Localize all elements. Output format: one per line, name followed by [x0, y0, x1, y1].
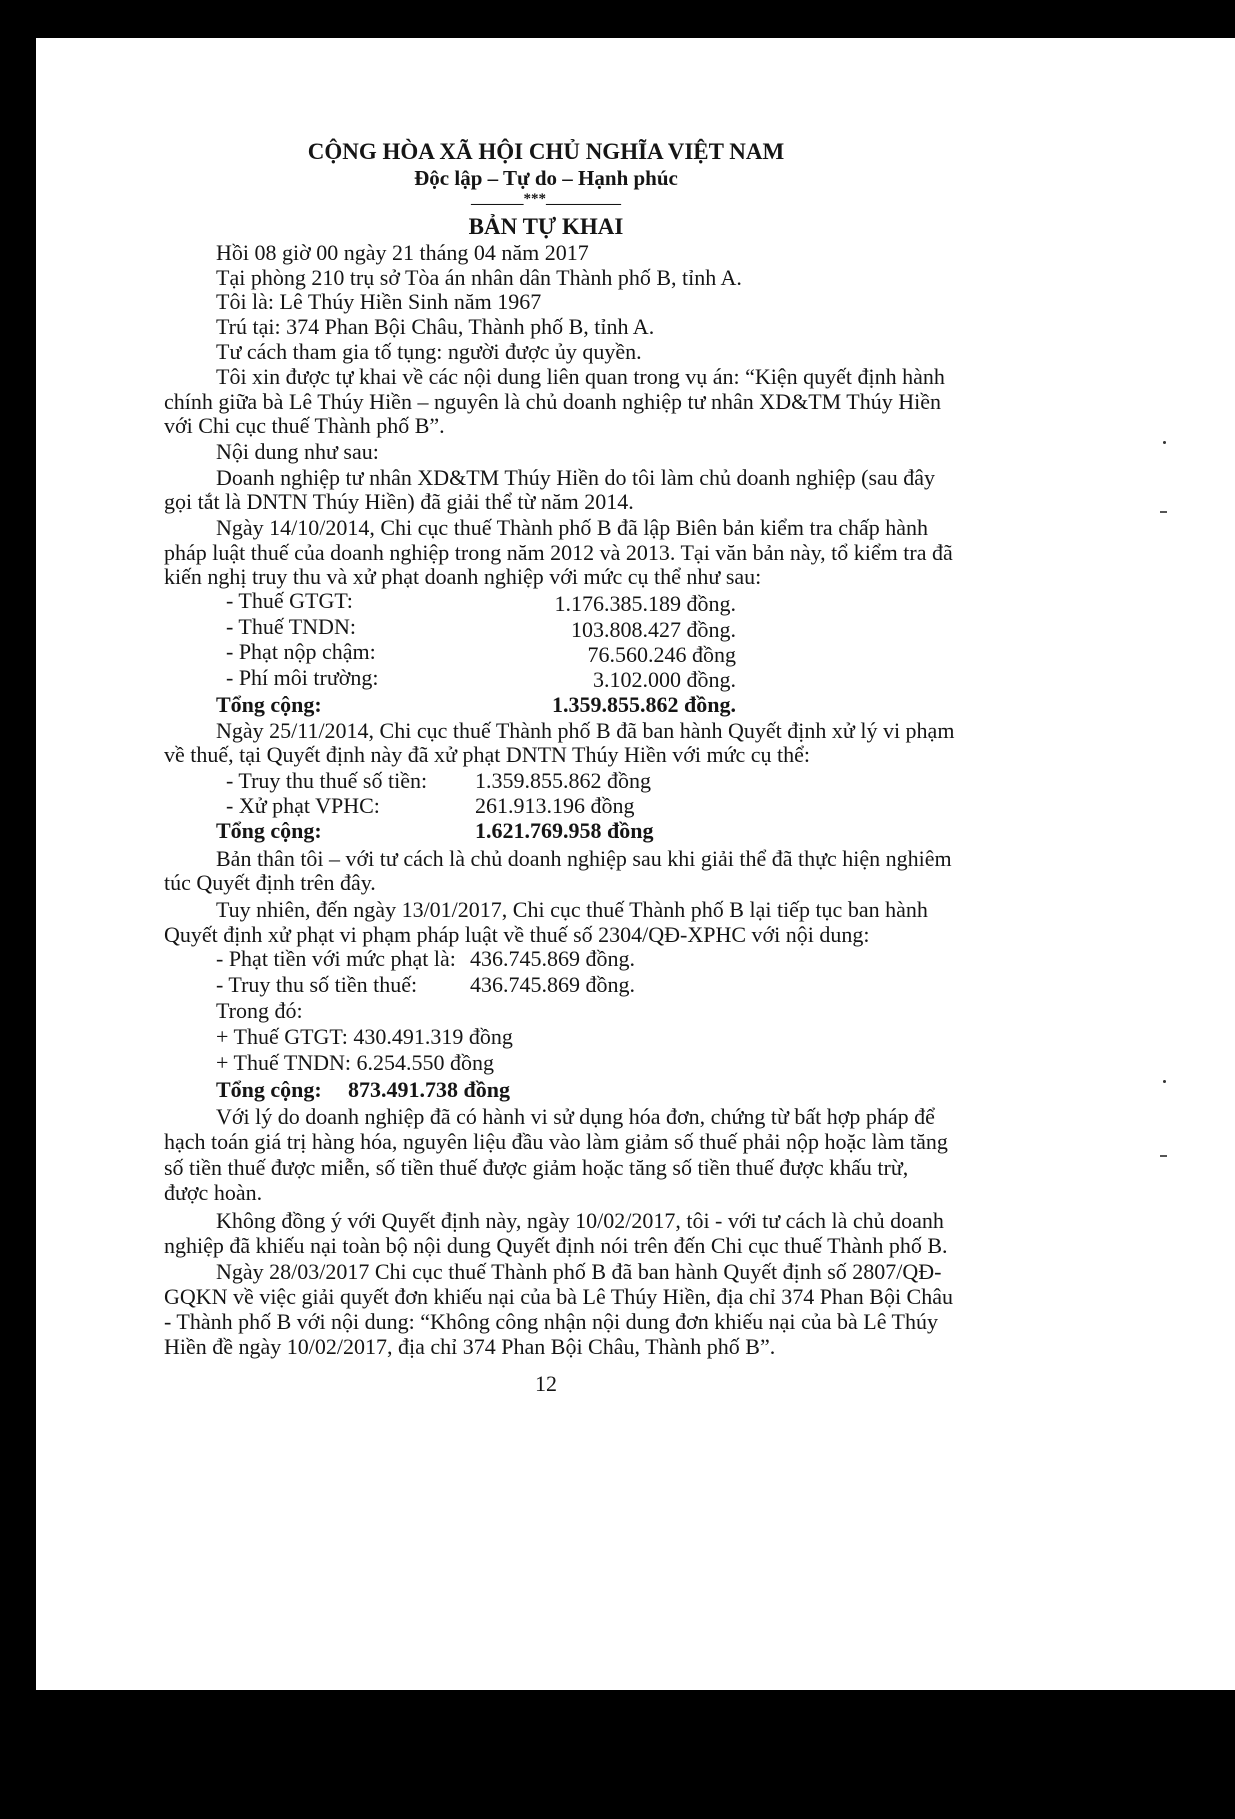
paragraph-line: Không đồng ý với Quyết định này, ngày 10/02/2017, tôi - với tư cách là chủ doanh	[216, 1208, 944, 1233]
total-label: Tổng cộng:	[216, 818, 322, 843]
paragraph-line: Ngày 14/10/2014, Chi cục thuế Thành phố B đã lập Biên bản kiểm tra chấp hành	[216, 515, 928, 540]
table-row-value: 261.913.196 đồng	[475, 793, 635, 818]
document-page	[36, 38, 1235, 1690]
scan-speck	[1163, 441, 1166, 444]
paragraph-line: Bản thân tôi – với tư cách là chủ doanh nghiệp sau khi giải thể đã thực hiện nghiêm	[216, 846, 952, 871]
table-row-label: - Phạt tiền với mức phạt là:	[216, 946, 456, 971]
total-value: 873.491.738 đồng	[348, 1077, 510, 1102]
paragraph-line: Ngày 25/11/2014, Chi cục thuế Thành phố B đã ban hành Quyết định xử lý vi phạm	[216, 718, 955, 743]
total-value: 1.621.769.958 đồng	[475, 818, 654, 843]
table-row-label: - Xử phạt VPHC:	[226, 793, 380, 818]
paragraph-line: gọi tắt là DNTN Thúy Hiền) đã giải thể từ năm 2014.	[164, 489, 634, 514]
separator: _______***__________	[471, 191, 621, 207]
table-row-value: 3.102.000 đồng.	[593, 667, 736, 692]
motto: Độc lập – Tự do – Hạnh phúc	[414, 166, 678, 190]
paragraph-line: Tôi xin được tự khai về các nội dung liên quan trong vụ án: “Kiện quyết định hành	[216, 364, 945, 389]
paragraph-line: số tiền thuế được miễn, số tiền thuế được giảm hoặc tăng số tiền thuế được khấu trừ,	[164, 1155, 909, 1180]
table-row-label: - Truy thu thuế số tiền:	[226, 768, 428, 793]
paragraph-line: - Thành phố B với nội dung: “Không công nhận nội dung đơn khiếu nại của bà Lê Thúy	[164, 1309, 938, 1334]
paragraph-line: với Chi cục thuế Thành phố B”.	[164, 413, 445, 438]
paragraph-line: Quyết định xử phạt vi phạm pháp luật về thuế số 2304/QĐ-XPHC với nội dung:	[164, 922, 870, 947]
table-row-value: 1.176.385.189 đồng.	[554, 591, 736, 616]
paragraph-line: Nội dung như sau:	[216, 439, 379, 464]
sub-item: + Thuế GTGT: 430.491.319 đồng	[216, 1024, 513, 1049]
table-row-value: 1.359.855.862 đồng	[475, 768, 651, 793]
page-number: 12	[535, 1371, 557, 1396]
paragraph-line: hạch toán giá trị hàng hóa, nguyên liệu đầu vào làm giảm số thuế phải nộp hoặc làm tăng	[164, 1129, 948, 1154]
national-title: CỘNG HÒA XÃ HỘI CHỦ NGHĨA VIỆT NAM	[307, 139, 785, 164]
total-value: 1.359.855.862 đồng.	[552, 692, 736, 717]
intro-place: Tại phòng 210 trụ sở Tòa án nhân dân Thành phố B, tỉnh A.	[216, 265, 742, 290]
paragraph-line: Ngày 28/03/2017 Chi cục thuế Thành phố B đã ban hành Quyết định số 2807/QĐ-	[216, 1259, 942, 1284]
table-row-value: 103.808.427 đồng.	[571, 617, 736, 642]
paragraph-line: chính giữa bà Lê Thúy Hiền – nguyên là chủ doanh nghiệp tư nhân XD&TM Thúy Hiền	[164, 389, 941, 414]
table-row-label: - Thuế TNDN:	[226, 614, 356, 639]
total-label: Tổng cộng:	[216, 1077, 322, 1102]
paragraph-line: Tuy nhiên, đến ngày 13/01/2017, Chi cục thuế Thành phố B lại tiếp tục ban hành	[216, 897, 928, 922]
table-row-label: - Phạt nộp chậm:	[226, 639, 376, 664]
paragraph-line: kiến nghị truy thu và xử phạt doanh nghiệp với mức cụ thể như sau:	[164, 564, 762, 589]
paragraph-line: Trong đó:	[216, 998, 303, 1023]
paragraph-line: GQKN về việc giải quyết đơn khiếu nại của bà Lê Thúy Hiền, địa chỉ 374 Phan Bội Châu	[164, 1284, 953, 1309]
intro-name: Tôi là: Lê Thúy Hiền Sinh năm 1967	[216, 289, 542, 314]
paragraph-line: túc Quyết định trên đây.	[164, 870, 376, 895]
table-row-label: - Thuế GTGT:	[226, 588, 353, 613]
intro-role: Tư cách tham gia tố tụng: người được ủy quyền.	[216, 339, 642, 364]
intro-address: Trú tại: 374 Phan Bội Châu, Thành phố B, tỉnh A.	[216, 314, 655, 339]
scan-speck	[1163, 1080, 1166, 1083]
total-label: Tổng cộng:	[216, 692, 322, 717]
document-title: BẢN TỰ KHAI	[468, 214, 624, 239]
paragraph-line: pháp luật thuế của doanh nghiệp trong năm 2012 và 2013. Tại văn bản này, tổ kiểm tra đã	[164, 540, 953, 565]
table-row-value: 76.560.246 đồng	[587, 642, 736, 667]
paragraph-line: nghiệp đã khiếu nại toàn bộ nội dung Quyết định nói trên đến Chi cục thuế Thành phố B.	[164, 1233, 948, 1258]
intro-time: Hồi 08 giờ 00 ngày 21 tháng 04 năm 2017	[216, 240, 589, 265]
table-row-value: 436.745.869 đồng.	[470, 946, 635, 971]
paragraph-line: Với lý do doanh nghiệp đã có hành vi sử dụng hóa đơn, chứng từ bất hợp pháp để	[216, 1104, 935, 1129]
paragraph-line: được hoàn.	[164, 1180, 263, 1205]
table-row-value: 436.745.869 đồng.	[470, 972, 635, 997]
scan-speck	[1160, 1155, 1167, 1157]
table-row-label: - Phí môi trường:	[226, 665, 379, 690]
sub-item: + Thuế TNDN: 6.254.550 đồng	[216, 1050, 495, 1075]
scan-speck	[1160, 511, 1167, 513]
paragraph-line: Doanh nghiệp tư nhân XD&TM Thúy Hiền do tôi làm chủ doanh nghiệp (sau đây	[216, 465, 936, 490]
table-row-label: - Truy thu số tiền thuế:	[216, 972, 418, 997]
paragraph-line: về thuế, tại Quyết định này đã xử phạt DNTN Thúy Hiền với mức cụ thể:	[164, 742, 811, 767]
paragraph-line: Hiền đề ngày 10/02/2017, địa chỉ 374 Phan Bội Châu, Thành phố B”.	[164, 1334, 776, 1359]
